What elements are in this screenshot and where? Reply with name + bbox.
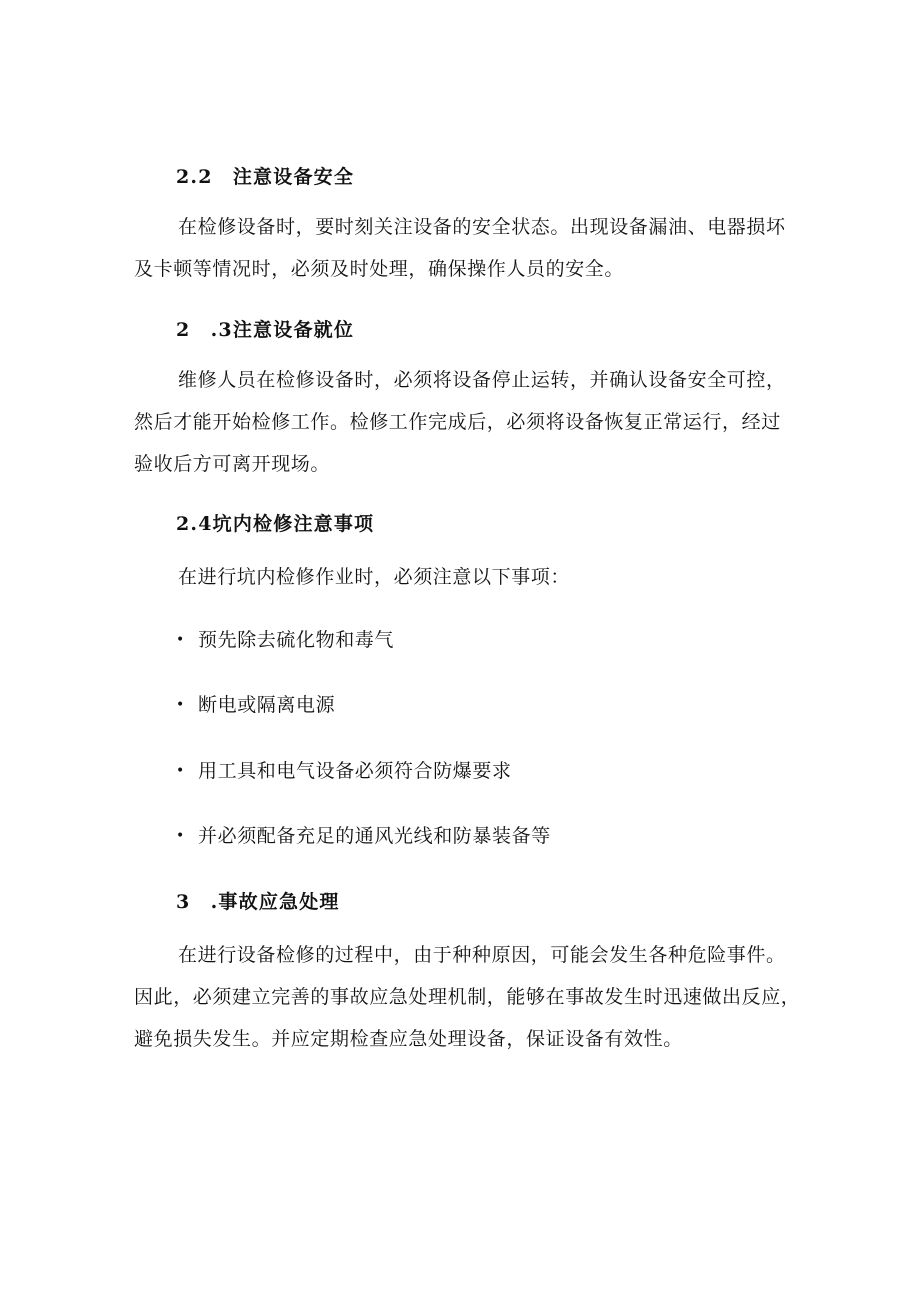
bullet-marker: • [176, 632, 185, 648]
section-2-2-heading: 2.2 注意设备安全 [176, 166, 355, 188]
section-2-4-intro: 在进行坑内检修作业时，必须注意以下事项： [178, 566, 571, 588]
list-item: 预先除去硫化物和毒气 [198, 629, 395, 651]
bullet-marker: • [176, 763, 185, 779]
section-2-3-heading: 2 .3注意设备就位 [176, 319, 355, 341]
section-3-paragraph-line-1: 在进行设备检修的过程中，由于种种原因，可能会发生各种危险事件。 [178, 944, 786, 966]
section-2-2-paragraph-line-2: 及卡顿等情况时，必须及时处理，确保操作人员的安全。 [134, 258, 625, 280]
section-2-4-heading: 2.4坑内检修注意事项 [176, 513, 375, 535]
section-2-2-paragraph-line-1: 在检修设备时，要时刻关注设备的安全状态。出现设备漏油、电器损坏 [178, 216, 786, 238]
list-item: 断电或隔离电源 [198, 694, 336, 716]
section-3-paragraph-line-2: 因此，必须建立完善的事故应急处理机制，能够在事故发生时迅速做出反应， [134, 986, 801, 1008]
bullet-marker: • [176, 828, 185, 844]
section-2-3-paragraph-line-3: 验收后方可离开现场。 [134, 453, 331, 475]
list-item: 并必须配备充足的通风光线和防暴装备等 [198, 825, 551, 847]
section-3-heading: 3 .事故应急处理 [176, 891, 340, 913]
bullet-marker: • [176, 697, 185, 713]
section-3-paragraph-line-3: 避免损失发生。并应定期检查应急处理设备，保证设备有效性。 [134, 1028, 683, 1050]
list-item: 用工具和电气设备必须符合防爆要求 [198, 760, 512, 782]
section-2-3-paragraph-line-2: 然后才能开始检修工作。检修工作完成后，必须将设备恢复正常运行，经过 [134, 411, 781, 433]
section-2-3-paragraph-line-1: 维修人员在检修设备时，必须将设备停止运转，并确认设备安全可控， [178, 369, 786, 391]
